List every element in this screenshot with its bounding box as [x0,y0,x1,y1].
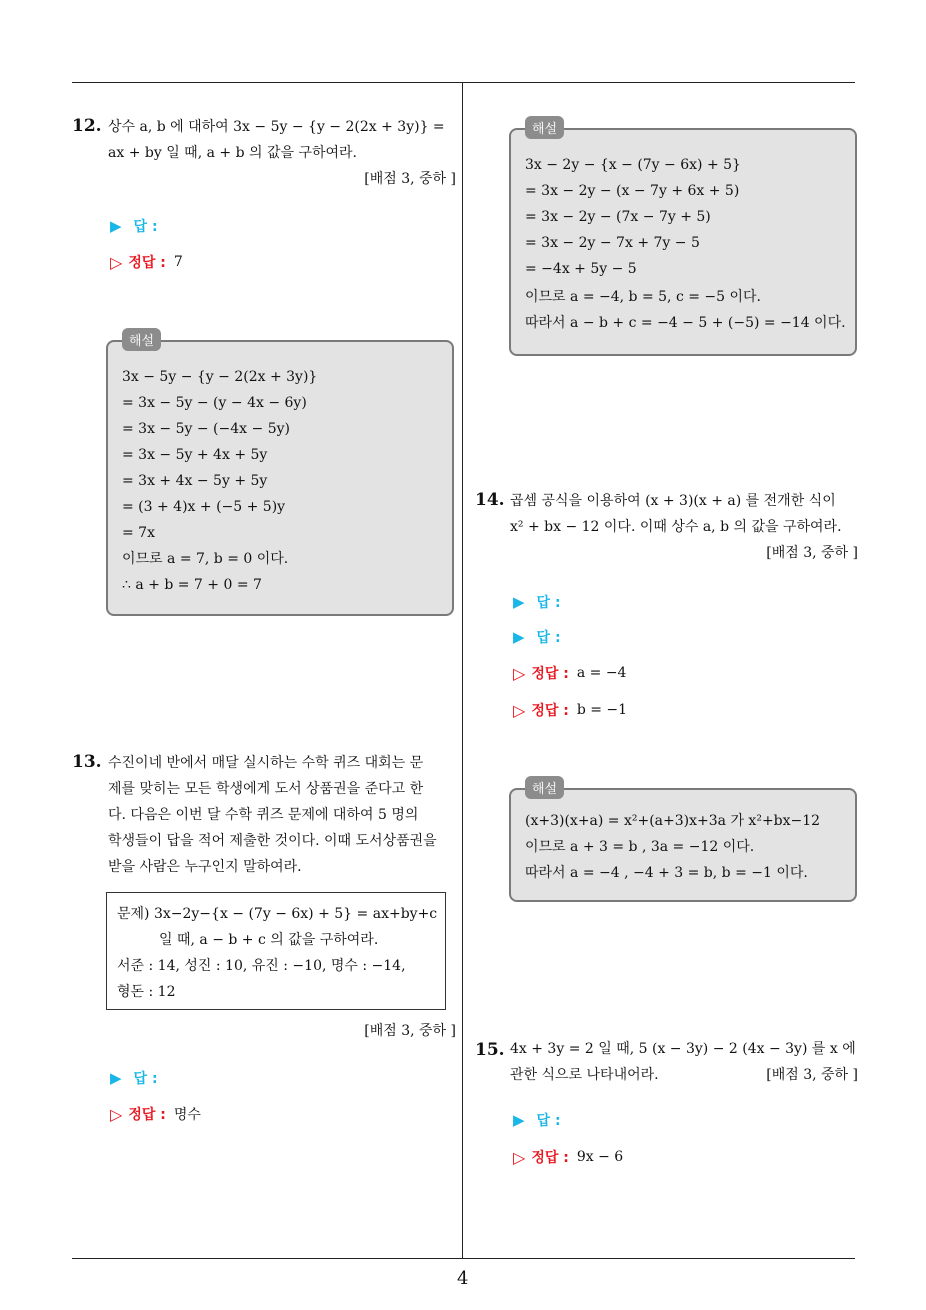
open-triangle-icon: ▷ [513,663,526,683]
question-text [108,114,456,192]
explanation-line: = 3x − 5y + 4x + 5y [122,447,268,463]
answer-label: 답 : [133,219,158,235]
explanation-line: 따라서 a = −4 , −4 + 3 = b, b = −1 이다. [525,865,808,881]
explanation-line: = 3x + 4x − 5y + 5y [122,473,268,489]
question-line: ax + by 일 때, a + b 의 값을 구하여라. [108,145,358,161]
play-icon: ▶ [110,217,122,235]
explanation-line: = 3x − 5y − (y − 4x − 6y) [122,395,307,411]
correct-answer-row [513,663,626,683]
question-number: 15. [475,1040,505,1060]
problem-line: 서준 : 14, 성진 : 10, 유진 : −10, 명수 : −14, [117,958,406,974]
bottom-rule [72,1258,855,1259]
explanation-line: 이므로 a + 3 = b , 3a = −12 이다. [525,839,755,855]
question-text [108,750,456,880]
play-icon: ▶ [513,593,525,611]
correct-value: b = −1 [576,702,628,718]
correct-label: 정답 : [531,1150,569,1166]
question-line: 4x + 3y = 2 일 때, 5 (x − 3y) − 2 (4x − 3y) 를 x 에 [510,1041,856,1057]
correct-value: 9x − 6 [576,1149,624,1165]
question-text [510,1036,858,1088]
answer-label: 답 : [536,630,561,646]
problem-line: 일 때, a − b + c 의 값을 구하여라. [159,932,379,948]
question-line: 학생들이 답을 적어 제출한 것이다. 이때 도서상품권을 [108,833,437,849]
open-triangle-icon: ▷ [110,252,123,272]
correct-label: 정답 : [128,255,166,271]
explanation-line: 3x − 2y − {x − (7y − 6x) + 5} [525,157,741,173]
question-line: 다. 다음은 이번 달 수학 퀴즈 문제에 대하여 5 명의 [108,807,419,823]
answer-row [513,627,561,647]
answer-row [110,216,158,236]
explanation-box [106,334,454,616]
explanation-line: (x+3)(x+a) = x²+(a+3)x+3a 가 x²+bx−12 [525,813,821,829]
answer-label: 답 : [536,1113,561,1129]
explanation-line: = 3x − 2y − (7x − 7y + 5) [525,209,711,225]
open-triangle-icon: ▷ [513,1147,526,1167]
open-triangle-icon: ▷ [110,1104,123,1124]
answer-row [110,1068,158,1088]
explanation-line: 이므로 a = 7, b = 0 이다. [122,551,289,567]
score-label: [배점 3, 중하 ] [364,1023,456,1039]
explanation-line: 3x − 5y − {y − 2(2x + 3y)} [122,369,318,385]
explanation-lines [525,808,845,886]
explanation-line: 따라서 a − b + c = −4 − 5 + (−5) = −14 이다. [525,315,846,331]
answer-label: 답 : [536,595,561,611]
explanation-line: ∴ a + b = 7 + 0 = 7 [122,577,262,593]
top-rule [72,82,855,83]
open-triangle-icon: ▷ [513,700,526,720]
question-line: 수진이네 반에서 매달 실시하는 수학 퀴즈 대회는 문 [108,755,424,771]
answer-row [513,592,561,612]
explanation-line: 이므로 a = −4, b = 5, c = −5 이다. [525,289,761,305]
correct-value: 7 [173,254,183,270]
explanation-tag: 해설 [122,328,161,351]
explanation-box [509,122,857,356]
question-line: 제를 맞히는 모든 학생에게 도서 상품권을 준다고 한 [108,781,424,797]
explanation-lines [525,152,845,336]
question-line: 상수 a, b 에 대하여 3x − 5y − {y − 2(2x + 3y)} = [108,119,445,135]
explanation-lines [122,364,442,598]
problem-line: 형돈 : 12 [117,984,176,1000]
explanation-tag: 해설 [525,116,564,139]
column-divider [462,82,463,1258]
correct-answer-row [513,700,627,720]
problem-line: 문제) 3x−2y−{x − (7y − 6x) + 5} = ax+by+c [117,906,438,922]
explanation-line: = (3 + 4)x + (−5 + 5)y [122,499,286,515]
correct-label: 정답 : [531,703,569,719]
question-number: 13. [72,752,102,772]
explanation-line: = 3x − 2y − 7x + 7y − 5 [525,235,700,251]
explanation-tag: 해설 [525,776,564,799]
explanation-line: = 7x [122,525,155,541]
score-label: [배점 3, 중하 ] [766,545,858,561]
question-number: 14. [475,490,505,510]
correct-label: 정답 : [128,1107,166,1123]
page-number: 4 [457,1268,469,1289]
play-icon: ▶ [110,1069,122,1087]
explanation-line: = −4x + 5y − 5 [525,261,637,277]
correct-answer-row [110,1104,201,1124]
correct-answer-row [110,252,183,272]
answer-label: 답 : [133,1071,158,1087]
question-line-text: 관한 식으로 나타내어라. [510,1067,659,1083]
explanation-line: = 3x − 5y − (−4x − 5y) [122,421,290,437]
problem-box [106,892,446,1010]
question-text [510,488,858,566]
question-line: 받을 사람은 누구인지 말하여라. [108,859,302,875]
play-icon: ▶ [513,1111,525,1129]
explanation-box [509,782,857,902]
question-number: 12. [72,116,102,136]
explanation-line: = 3x − 2y − (x − 7y + 6x + 5) [525,183,740,199]
correct-answer-row [513,1147,623,1167]
question-line: x² + bx − 12 이다. 이때 상수 a, b 의 값을 구하여라. [510,519,842,535]
correct-value: 명수 [173,1107,201,1123]
answer-row [513,1110,561,1130]
score-label: [배점 3, 중하 ] [364,171,456,187]
correct-label: 정답 : [531,666,569,682]
play-icon: ▶ [513,628,525,646]
question-line: 곱셈 공식을 이용하여 (x + 3)(x + a) 를 전개한 식이 [510,493,836,509]
correct-value: a = −4 [576,665,627,681]
question-line [510,1062,858,1088]
score-label: [배점 3, 중하 ] [766,1067,858,1083]
